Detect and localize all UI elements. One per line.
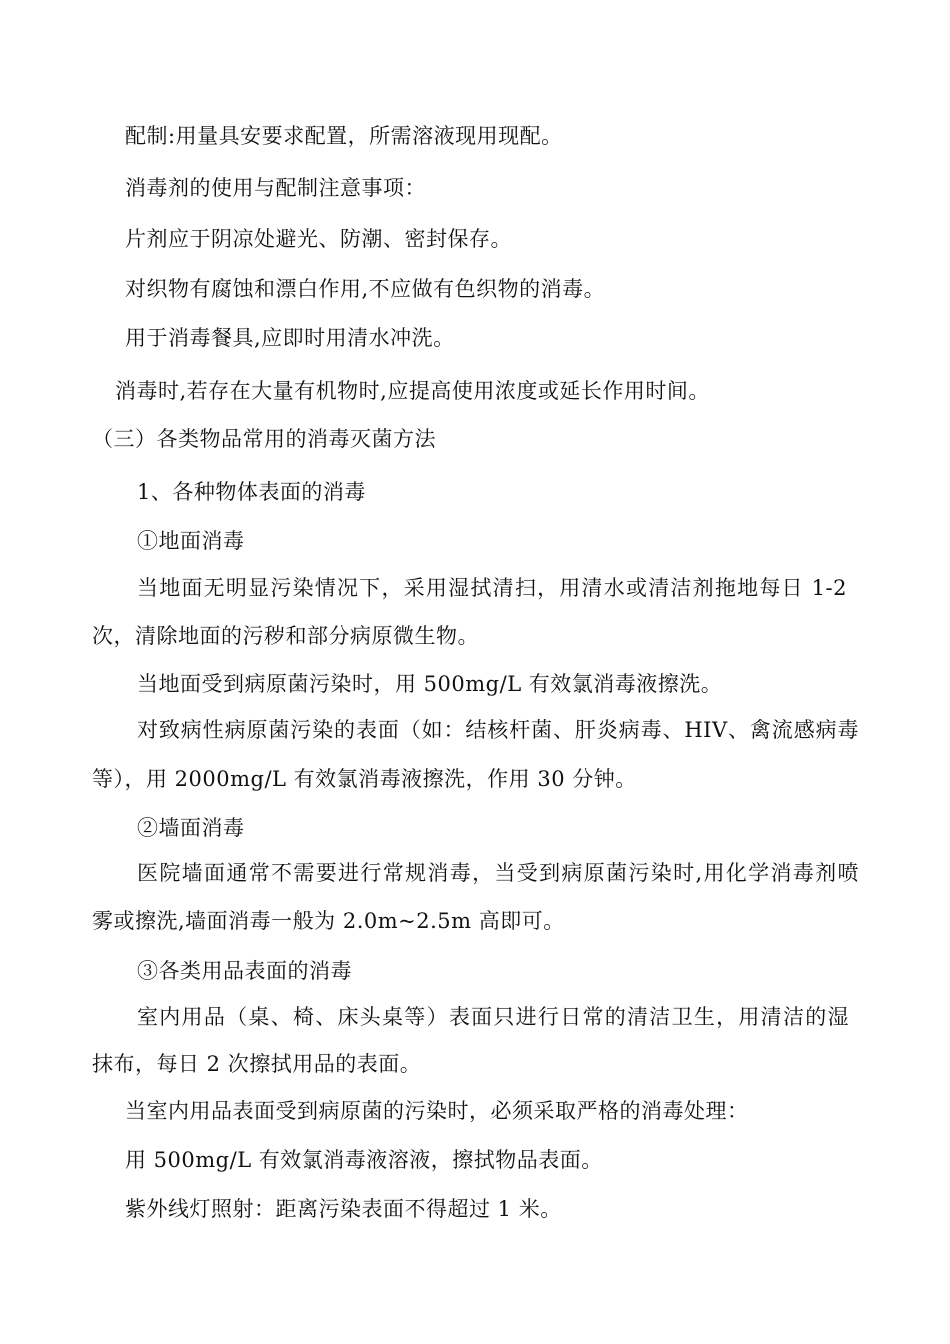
paragraph-line: 室内用品（桌、椅、床头桌等）表面只进行日常的清洁卫生，用清洁的湿 [137,1005,849,1029]
paragraph-line: 紫外线灯照射：距离污染表面不得超过 1 米。 [125,1197,562,1221]
paragraph-line: 当地面无明显污染情况下，采用湿拭清扫，用清水或清洁剂拖地每日 1-2 [137,576,847,600]
paragraph-line: 片剂应于阴凉处避光、防潮、密封保存。 [125,227,512,251]
paragraph-line: 次，清除地面的污秽和部分病原微生物。 [92,624,479,648]
paragraph-line: 用 500mg/L 有效氯消毒液溶液，擦拭物品表面。 [125,1148,603,1172]
paragraph-line: 配制:用量具安要求配置，所需溶液现用现配。 [125,124,563,148]
paragraph-line: 消毒时,若存在大量有机物时,应提高使用浓度或延长作用时间。 [115,379,710,403]
paragraph-line: 当室内用品表面受到病原菌的污染时，必须采取严格的消毒处理： [125,1099,749,1123]
paragraph-line: 当地面受到病原菌污染时，用 500mg/L 有效氯消毒液擦洗。 [137,672,723,696]
paragraph-line: 等），用 2000mg/L 有效氯消毒液擦洗，作用 30 分钟。 [92,767,637,791]
paragraph-line: 消毒剂的使用与配制注意事项： [125,176,426,200]
paragraph-line: 雾或擦洗,墙面消毒一般为 2.0m~2.5m 高即可。 [92,909,565,933]
subsection-heading: 1、各种物体表面的消毒 [137,480,366,504]
section-heading: （三）各类物品常用的消毒灭菌方法 [92,427,436,451]
item-heading: ①地面消毒 [137,529,245,553]
paragraph-line: 用于消毒餐具,应即时用清水冲洗。 [125,326,455,350]
paragraph-line: 医院墙面通常不需要进行常规消毒，当受到病原菌污染时,用化学消毒剂喷 [137,861,859,885]
item-heading: ③各类用品表面的消毒 [137,959,352,983]
paragraph-line: 对织物有腐蚀和漂白作用,不应做有色织物的消毒。 [125,277,606,301]
paragraph-line: 抹布，每日 2 次擦拭用品的表面。 [92,1052,422,1076]
paragraph-line: 对致病性病原菌污染的表面（如：结核杆菌、肝炎病毒、HIV、禽流感病毒 [137,718,859,742]
item-heading: ②墙面消毒 [137,816,245,840]
